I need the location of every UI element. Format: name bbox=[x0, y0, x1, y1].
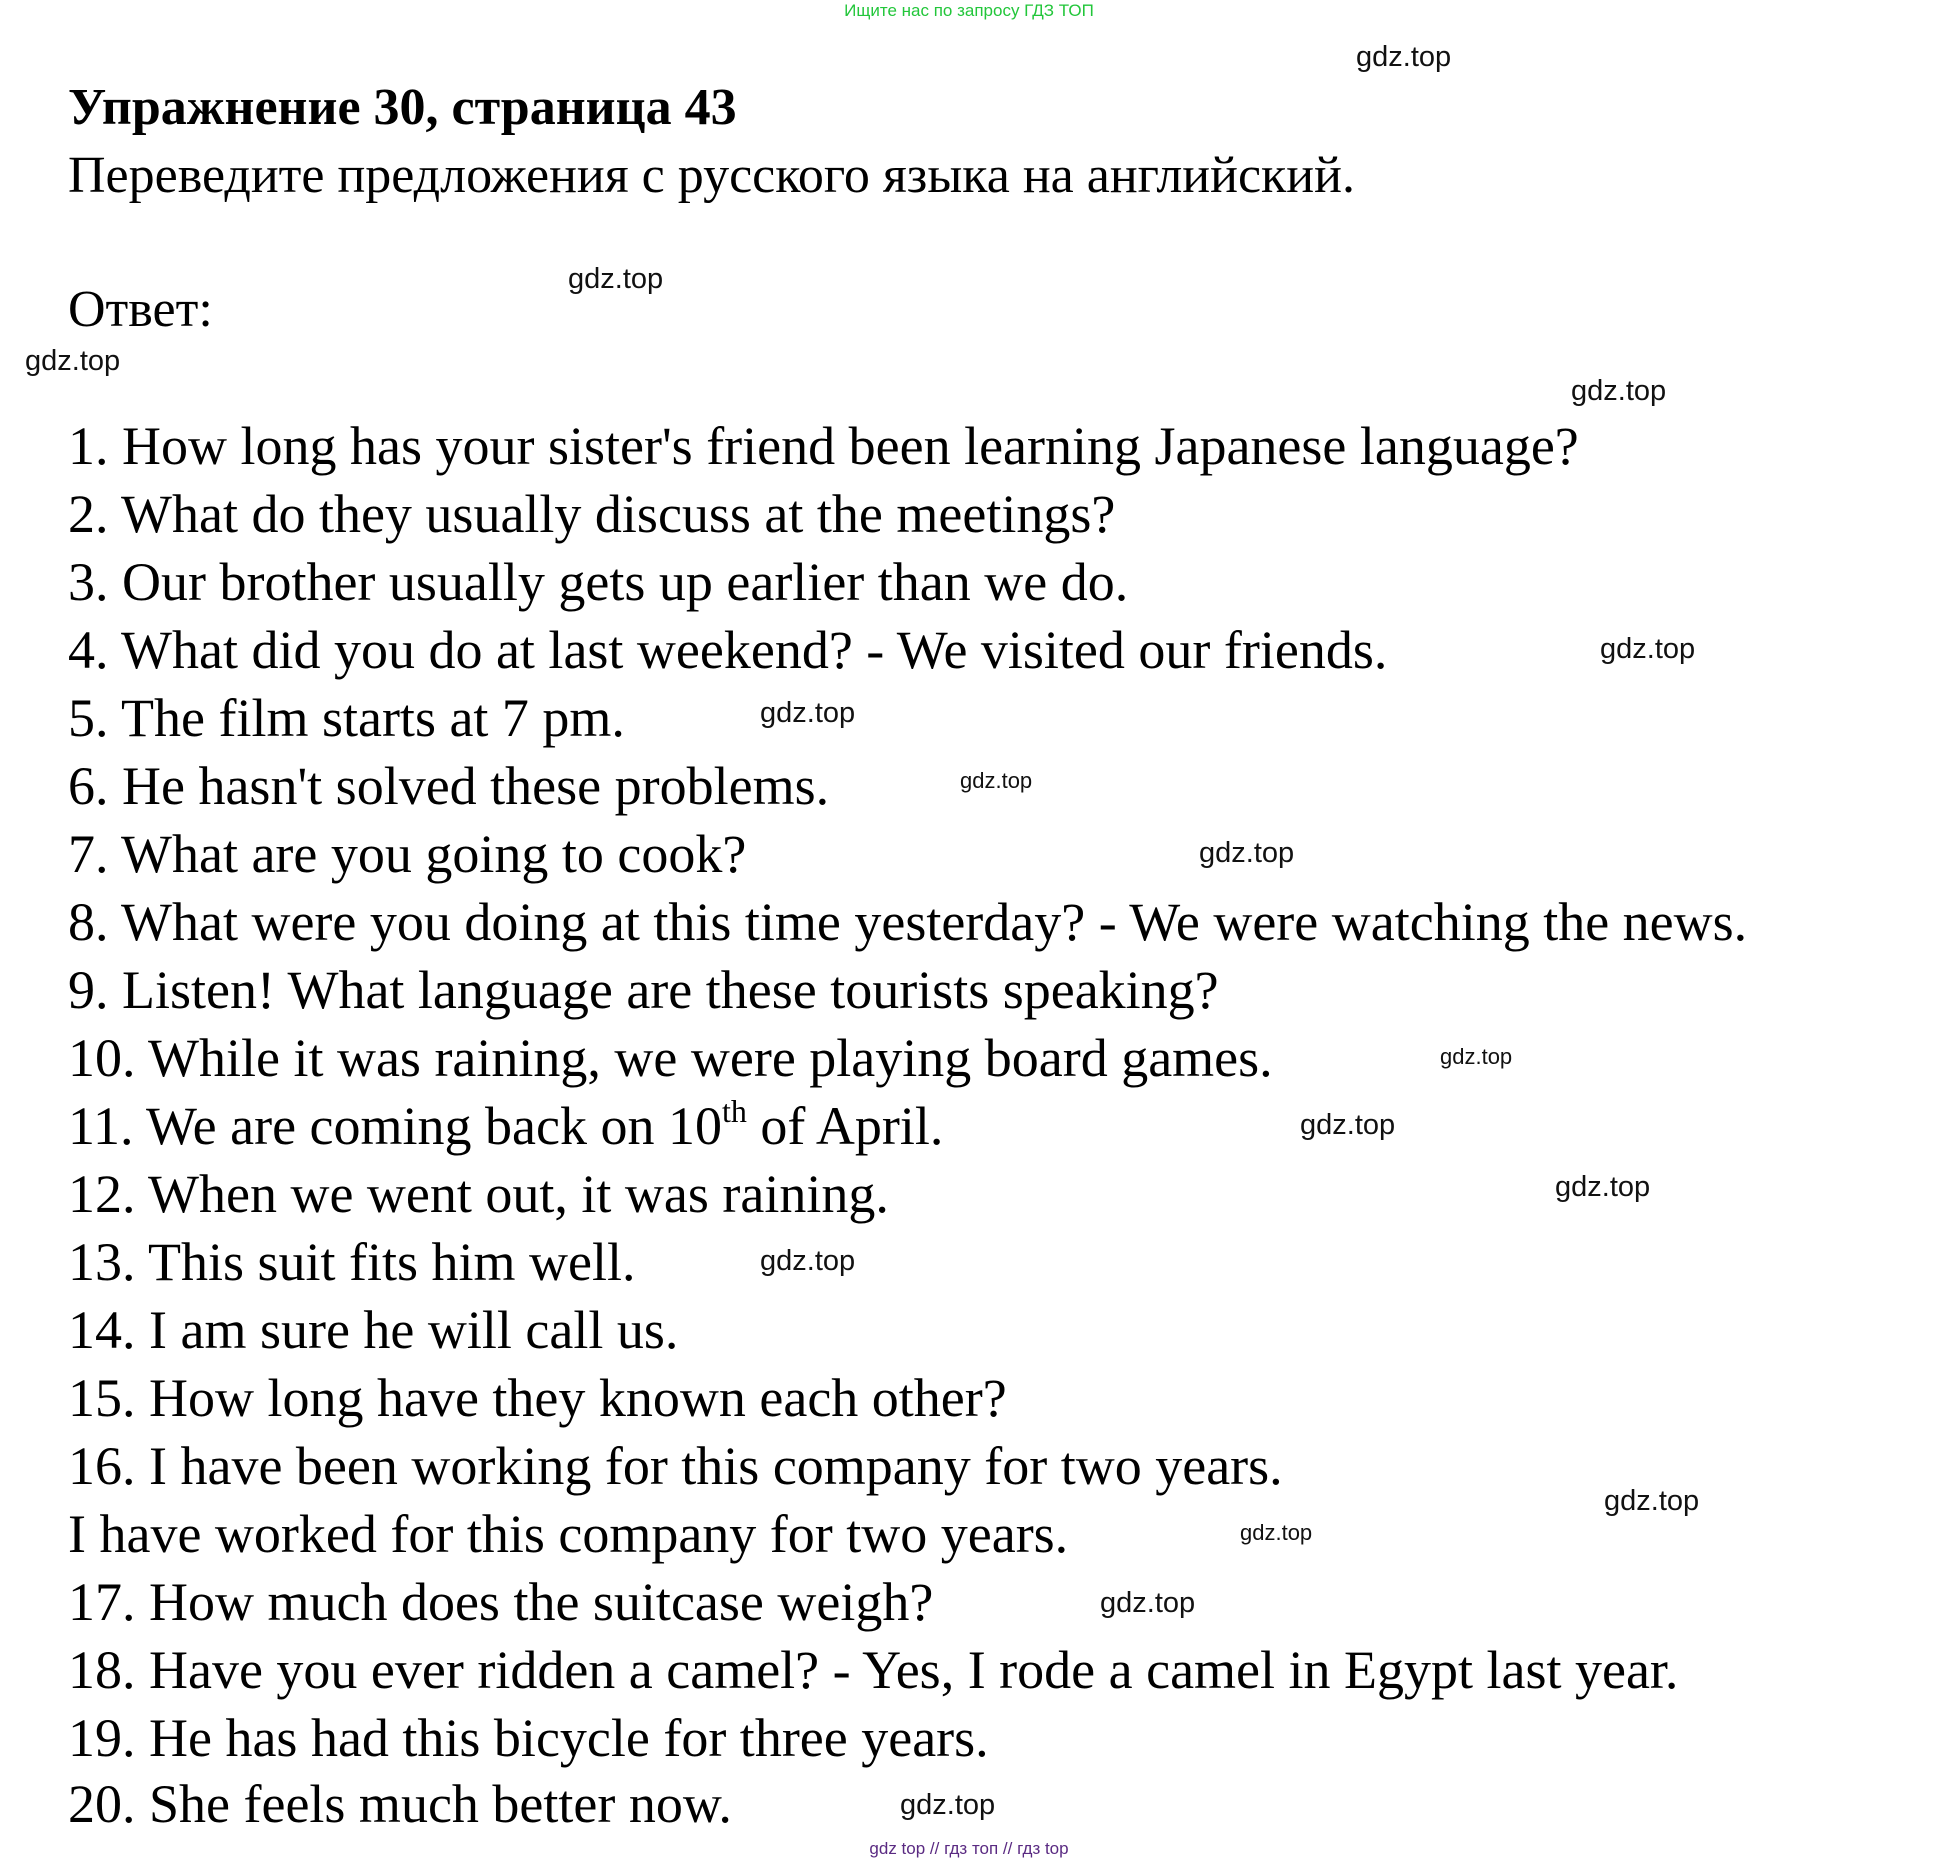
answer-line: 2. What do they usually discuss at the meetings? bbox=[68, 484, 1116, 544]
search-hint: Ищите нас по запросу ГДЗ ТОП bbox=[844, 1, 1094, 20]
answer-line: 10. While it was raining, we were playing board games. bbox=[68, 1028, 1273, 1088]
task-description: Переведите предложения с русского языка на английский. bbox=[68, 147, 1355, 204]
answer-line: 19. He has had this bicycle for three years. bbox=[68, 1708, 989, 1768]
answer-label: Ответ: bbox=[68, 281, 213, 338]
watermark: gdz.top bbox=[1440, 1044, 1513, 1069]
answer-line: I have worked for this company for two years. bbox=[68, 1504, 1069, 1564]
answer-line: 12. When we went out, it was raining. bbox=[68, 1164, 889, 1224]
answer-line: 18. Have you ever ridden a camel? - Yes, I rode a camel in Egypt last year. bbox=[68, 1640, 1679, 1700]
answer-line: 20. She feels much better now. bbox=[68, 1774, 732, 1834]
answer-line: 5. The film starts at 7 pm. bbox=[68, 688, 625, 748]
watermark: gdz.top bbox=[1100, 1587, 1196, 1619]
answer-line: 16. I have been working for this company for two years. bbox=[68, 1436, 1283, 1496]
watermark: gdz.top bbox=[760, 1245, 856, 1277]
watermark: gdz.top bbox=[1240, 1520, 1313, 1545]
watermark: gdz.top bbox=[1604, 1485, 1700, 1517]
answer-line: 3. Our brother usually gets up earlier than we do. bbox=[68, 552, 1129, 612]
answer-line: 9. Listen! What language are these tourists speaking? bbox=[68, 960, 1219, 1020]
watermark: gdz.top bbox=[1300, 1109, 1396, 1141]
watermark: gdz.top bbox=[900, 1789, 996, 1821]
watermark: gdz.top bbox=[25, 345, 121, 377]
answer-line: 15. How long have they known each other? bbox=[68, 1368, 1007, 1428]
answer-line: 1. How long has your sister's friend been learning Japanese language? bbox=[68, 416, 1579, 476]
answer-line: 7. What are you going to cook? bbox=[68, 824, 747, 884]
watermark: gdz.top bbox=[1571, 375, 1667, 407]
watermark: gdz.top bbox=[568, 263, 664, 295]
watermark: gdz.top bbox=[1555, 1171, 1651, 1203]
watermark: gdz.top bbox=[1199, 837, 1295, 869]
line-text: of April. bbox=[746, 1096, 944, 1156]
ordinal-suffix: th bbox=[721, 1093, 747, 1129]
watermark: gdz.top bbox=[1600, 633, 1696, 665]
answer-line: 14. I am sure he will call us. bbox=[68, 1300, 679, 1360]
watermark: gdz.top bbox=[760, 697, 856, 729]
line-text: 11. We are coming back on 10 bbox=[68, 1096, 722, 1156]
answer-line: 8. What were you doing at this time yesterday? - We were watching the news. bbox=[68, 892, 1748, 952]
answer-line: 17. How much does the suitcase weigh? bbox=[68, 1572, 934, 1632]
watermark: gdz.top bbox=[960, 768, 1033, 793]
page-title: Упражнение 30, страница 43 bbox=[68, 79, 737, 136]
answer-line: 13. This suit fits him well. bbox=[68, 1232, 636, 1292]
watermark: gdz.top bbox=[1356, 41, 1452, 73]
footer-links: gdz top // гдз топ // гдз top bbox=[869, 1839, 1069, 1858]
answer-line bbox=[68, 1092, 943, 1160]
answer-line: 6. He hasn't solved these problems. bbox=[68, 756, 830, 816]
answer-line: 4. What did you do at last weekend? - We visited our friends. bbox=[68, 620, 1388, 680]
